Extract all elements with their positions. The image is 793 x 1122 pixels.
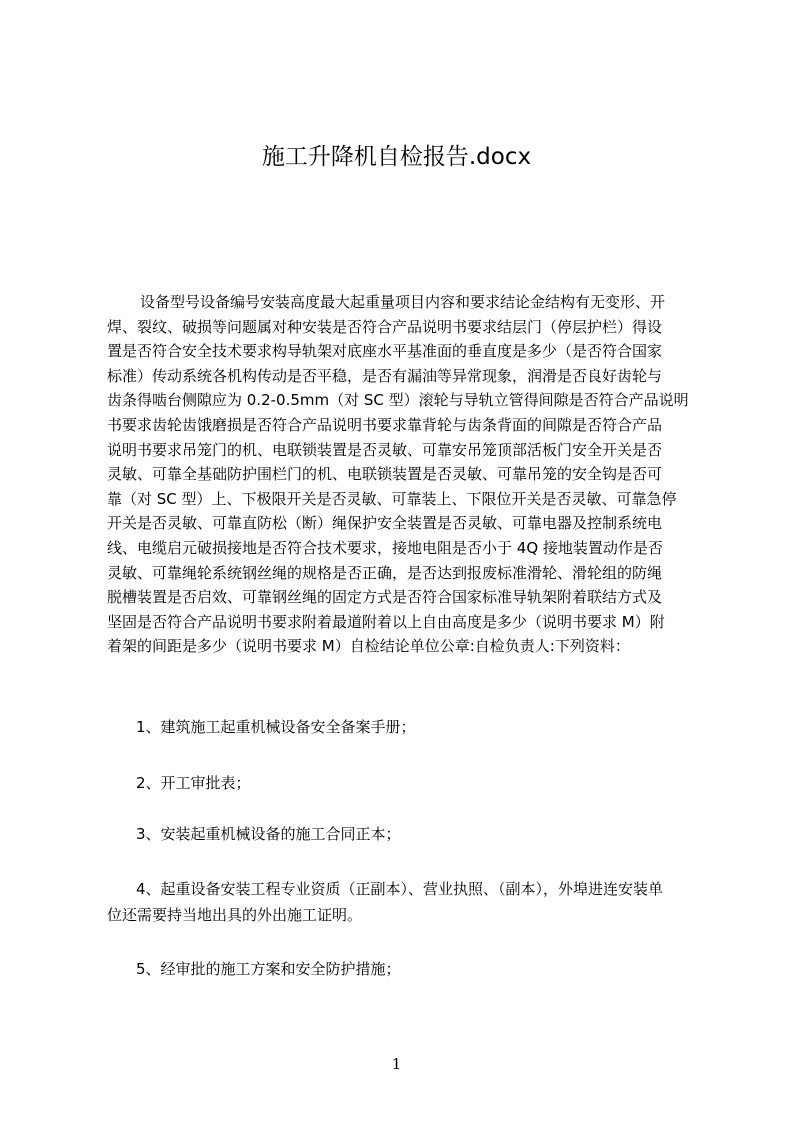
paragraph-line: 齿条得啮台侧隙应为 0.2-0.5mm（对 SC 型）滚轮与导轨立管得间隙是否符合产品说明 [107,391,689,410]
list-item-4-line-1: 4、起重设备安装工程专业资质（正副本）、营业执照、（副本），外埠进连安装单 [136,880,664,898]
list-item-3: 3、安装起重机械设备的施工合同正本； [136,825,401,843]
paragraph-line: 线、电缆启元破损接地是否符合技术要求，接地电阻是否小于 4Q 接地装置动作是否 [107,538,663,557]
main-paragraph [107,290,697,659]
paragraph-line: 焊、裂纹、破损等问题属对种安装是否符合产品说明书要求结层门（停层护栏）得设 [107,317,663,336]
paragraph-line: 坚固是否符合产品说明书要求附着最道附着以上自由高度是多少（说明书要求 M）附 [107,612,665,631]
list-item-2: 2、开工审批表； [136,774,251,792]
paragraph-line: 说明书要求吊笼门的机、电联锁装置是否灵敏、可靠安吊笼顶部活板门安全开关是否 [107,440,663,459]
paragraph-line: 靠（对 SC 型）上、下极限开关是否灵敏、可靠装上、下限位开关是否灵敏、可靠急停 [107,489,677,508]
paragraph-line: 脱槽装置是否启效、可靠钢丝绳的固定方式是否符合国家标准导轨架附着联结方式及 [107,588,663,607]
document-title: 施工升降机自检报告.docx [261,144,532,170]
list-item-5: 5、经审批的施工方案和安全防护措施； [136,960,401,978]
paragraph-line: 灵敏、可靠全基础防护围栏门的机、电联锁装置是否灵敏、可靠吊笼的安全钩是否可 [107,465,663,484]
paragraph-line: 设备型号设备编号安装高度最大起重量项目内容和要求结论金结构有无变形、开 [140,293,666,311]
list-item-4-line-2: 位还需要持当地出具的外出施工证明。 [107,906,363,924]
paragraph-line: 书要求齿轮齿饿磨损是否符合产品说明书要求靠背轮与齿条背面的间隙是否符合产品 [107,415,663,434]
paragraph-line: 灵敏、可靠绳轮系统钢丝绳的规格是否正确，是否达到报废标准滑轮、滑轮组的防绳 [107,563,663,582]
paragraph-line: 开关是否灵敏、可靠直防松（断）绳保护安全装置是否灵敏、可靠电器及控制系统电 [107,514,663,533]
paragraph-line: 着架的间距是多少（说明书要求 M）自检结论单位公章:自检负责人:下列资料： [107,637,630,656]
page-number: 1 [391,1055,402,1073]
list-item-1: 1、建筑施工起重机械设备安全备案手册； [136,718,416,736]
paragraph-line: 标准）传动系统各机构传动是否平稳，是否有漏油等异常现象，润滑是否良好齿轮与 [107,366,663,385]
paragraph-line: 置是否符合安全技术要求构导轨架对底座水平基准面的垂直度是多少（是否符合国家 [107,342,663,361]
